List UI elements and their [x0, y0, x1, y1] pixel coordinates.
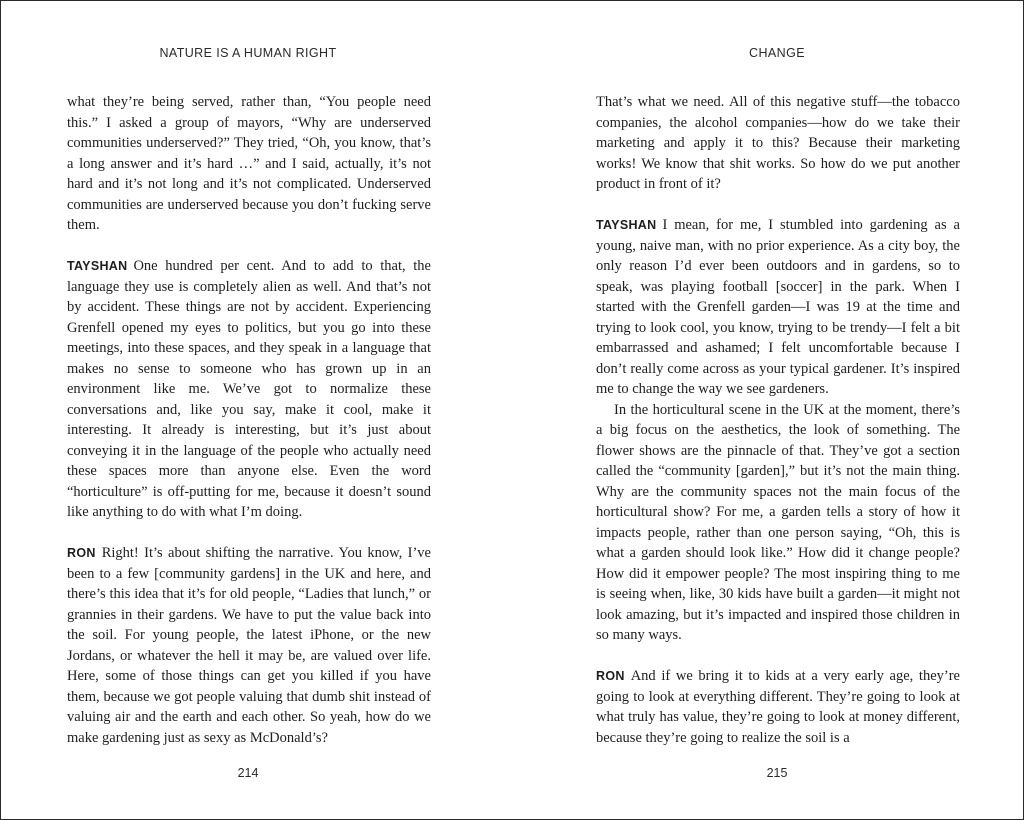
paragraph — [67, 92, 431, 236]
right-page-body — [596, 92, 960, 748]
paragraph — [596, 400, 960, 646]
paragraph-text: And if we bring it to kids at a very early age, they’re going to look at everything different. They’re going to look at what truly has value, they’re going to look at money different, because they’re going to realize the soil is a — [596, 668, 960, 746]
speaker-label: TAYSHAN — [596, 218, 657, 232]
paragraph — [596, 666, 960, 748]
paragraph-text: I mean, for me, I stumbled into gardening as a young, naive man, with no prior experience. As a city boy, the only reason I’d ever been outdoors and in gardens, so to speak, was playing football [soccer] in the park. When I started with the Grenfell garden—I was 19 at the time and trying to look cool, you know, trying to be trendy—I felt a bit embarrassed and ashamed; I felt uncomfortable because I don’t really come across as your typical gardener. It’s inspired me to change the way we see gardeners. — [596, 217, 960, 397]
running-head-left: NATURE IS A HUMAN RIGHT — [159, 46, 337, 60]
running-head-right: CHANGE — [749, 46, 805, 60]
speaker-label: TAYSHAN — [67, 259, 128, 273]
paragraph-text: In the horticultural scene in the UK at the moment, there’s a big focus on the aesthetics, the look of something. The flower shows are the pinnacle of that. They’ve got a section called the “community [garden],” but it’s not the main thing. Why are the community spaces not the main focus of the horticultural show? For me, a garden tells a story of how it impacts people, rather than one person saying, “Oh, this is what a garden should look like.” How did it change people? How did it empower people? The most inspiring thing to me is seeing when, like, 30 kids have built a garden—it might not look amazing, but it’s impacted and inspired those children in so many ways. — [596, 401, 960, 643]
speaker-label: RON — [596, 669, 625, 683]
paragraph-text: That’s what we need. All of this negative stuff—the tobacco companies, the alcohol companies—how do we take their marketing and apply it to this? Because their marketing works! We know that shit works. So how do we put another product in front of it? — [596, 94, 960, 192]
paragraph — [67, 256, 431, 523]
right-page — [512, 1, 1024, 819]
paragraph-text: Right! It’s about shifting the narrative. You know, I’ve been to a few [community gardens] in the UK and here, and there’s this idea that it’s for old people, “Ladies that lunch,” or grannies in their gardens. We have to put the value back into the soil. For young people, the latest iPhone, or the new Jordans, or whatever the hell it may be, are valued over life. Here, some of those things can get you killed if you have them, because we got people valuing that dumb shit instead of valuing air and the earth and each other. So yeah, how do we make gardening just as sexy as McDonald’s? — [67, 545, 431, 746]
paragraph — [596, 215, 960, 400]
paragraph — [596, 92, 960, 195]
left-page-body — [67, 92, 431, 748]
paragraph-text: what they’re being served, rather than, “You people need this.” I asked a group of mayors, “Why are underserved communities underserved?” They tried, “Oh, you know, that’s a long answer and it’s hard …” and I said, actually, it’s not hard and it’s not long and it’s not complicated. Underserved communities are underserved because you don’t fucking serve them. — [67, 94, 431, 233]
page-number-left: 214 — [237, 766, 259, 780]
speaker-label: RON — [67, 546, 96, 560]
page-number-right: 215 — [766, 766, 788, 780]
left-page — [1, 1, 513, 819]
paragraph — [67, 543, 431, 748]
paragraph-text: One hundred per cent. And to add to that, the language they use is completely alien as well. And that’s not by accident. These things are not by accident. Experiencing Grenfell opened my eyes to politics, but you go into these meetings, into these spaces, and they speak in a language that makes no sense to someone who has grown up in an environment like me. We’ve got to normalize these conversations and, like you say, make it cool, make it interesting. It already is interesting, but it’s just about conveying it in the language of the people who actually need these spaces more than anyone else. Even the word “horticulture” is off-putting for me, because it doesn’t sound like anything to do with what I’m doing. — [67, 258, 431, 520]
